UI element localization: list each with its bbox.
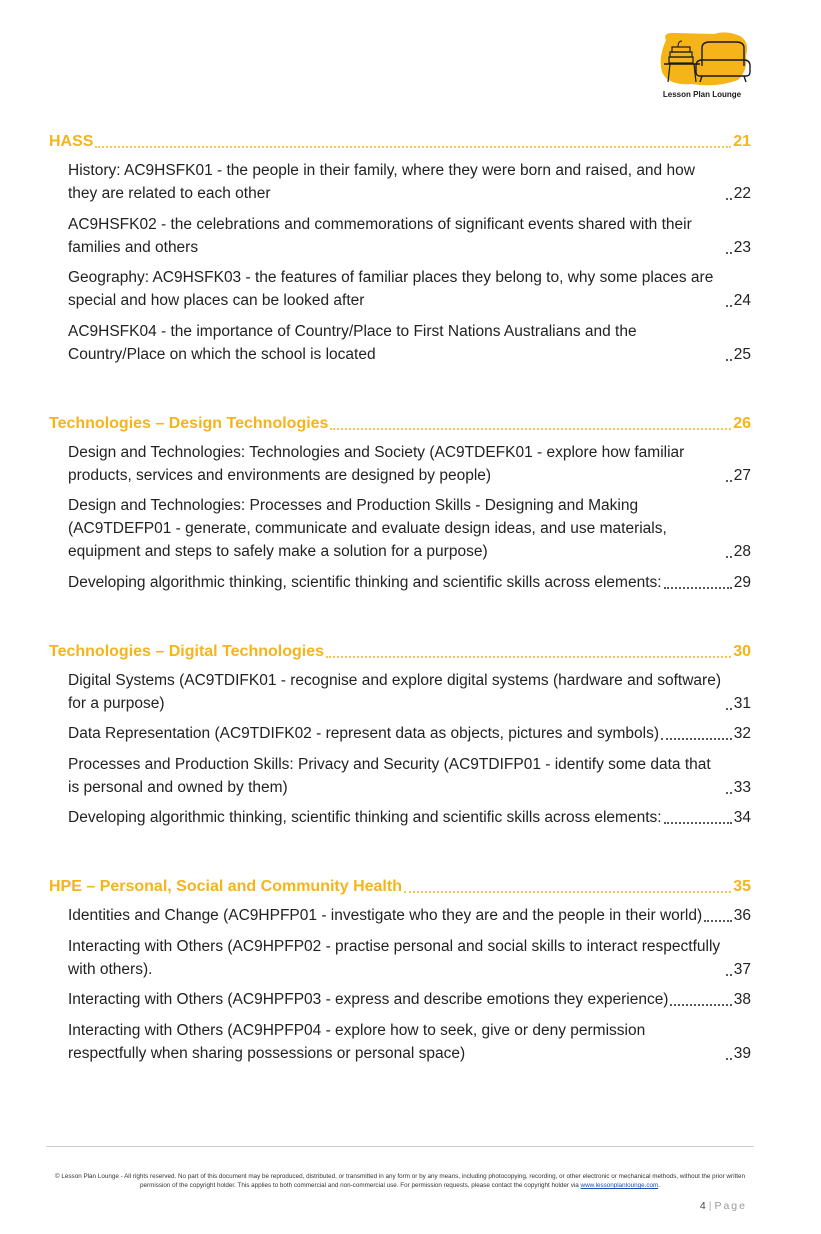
dot-leader <box>726 708 732 710</box>
toc-entry-text: AC9HSFK02 - the celebrations and commemorations of significant events shared with their families and others <box>68 215 692 256</box>
dot-leader <box>661 738 732 740</box>
toc-entry-text: Digital Systems (AC9TDIFK01 - recognise and explore digital systems (hardware and software) for a purpose) <box>68 671 721 712</box>
toc-entry[interactable] <box>49 806 751 829</box>
toc-section-digital-technologies <box>49 640 751 830</box>
toc-entry-text: Data Representation (AC9TDIFK02 - represent data as objects, pictures and symbols) <box>68 725 659 742</box>
logo <box>656 30 752 99</box>
toc-entry-text: Design and Technologies: Technologies and Society (AC9TDEFK01 - explore how familiar products, services and environments are designed by people) <box>68 443 685 484</box>
toc-section-hass <box>49 130 751 366</box>
toc-entry-page: 37 <box>733 960 751 978</box>
toc-entry[interactable] <box>49 1019 751 1065</box>
dot-leader <box>330 428 731 430</box>
toc-entry-page: 29 <box>733 573 751 591</box>
dot-leader <box>726 792 732 794</box>
toc-entry[interactable] <box>49 571 751 594</box>
toc-entry[interactable] <box>49 441 751 487</box>
toc-entry[interactable] <box>49 935 751 981</box>
toc-entry-page: 38 <box>733 991 751 1008</box>
dot-leader <box>326 656 731 658</box>
toc-heading-title: HASS <box>49 133 94 150</box>
toc-heading-title: HPE – Personal, Social and Community Health <box>49 878 402 895</box>
dot-leader <box>95 146 731 148</box>
toc-section-hpe <box>49 875 751 1065</box>
page-number <box>700 1200 747 1212</box>
toc-heading[interactable] <box>49 640 751 663</box>
dot-leader <box>704 920 732 922</box>
toc-entry[interactable] <box>49 904 751 927</box>
toc-entry-text: History: AC9HSFK01 - the people in their family, where they were born and raised, and how they are related to each other <box>68 162 695 202</box>
dot-leader <box>670 1004 731 1006</box>
toc-entry-text: Geography: AC9HSFK03 - the features of familiar places they belong to, why some places are special and how places can be looked after <box>68 269 714 309</box>
toc-entry-text: Developing algorithmic thinking, scientific thinking and scientific skills across elements: <box>68 573 662 591</box>
toc-entry-page: 31 <box>733 694 751 712</box>
page-word: Page <box>714 1200 747 1212</box>
dot-leader <box>726 198 732 200</box>
toc-entry-page: 22 <box>733 185 751 202</box>
website-link[interactable]: www.lessonplanlounge.com <box>580 1182 659 1189</box>
toc-heading-title: Technologies – Digital Technologies <box>49 642 324 660</box>
toc-entry[interactable] <box>49 266 751 312</box>
toc-entry[interactable] <box>49 159 751 205</box>
toc-entry[interactable] <box>49 753 751 799</box>
toc-entry-page: 34 <box>733 809 751 826</box>
toc-entry-text: Processes and Production Skills: Privacy and Security (AC9TDIFP01 - identify some data that is personal and owned by them) <box>68 755 711 796</box>
dot-leader <box>726 305 732 307</box>
dot-leader <box>726 1058 732 1060</box>
dot-leader <box>664 587 732 589</box>
dot-leader <box>726 556 732 558</box>
link-suffix: . <box>658 1182 660 1189</box>
toc-entry-page: 32 <box>733 725 751 742</box>
toc-entry[interactable] <box>49 320 751 366</box>
page-number-value: 4 <box>699 1200 706 1212</box>
toc-entry-text: Design and Technologies: Processes and Production Skills - Designing and Making (AC9TDEFP01 - generate, communicate and evaluate design ideas, and use materials, equipment and steps to safely make a solution for a purpose) <box>68 497 667 560</box>
toc-heading-page: 35 <box>733 878 751 895</box>
toc-entry-page: 23 <box>733 238 751 256</box>
logo-label: Lesson Plan Lounge <box>662 90 742 99</box>
footer-copyright <box>52 1172 748 1190</box>
toc-entry-page: 28 <box>733 543 751 560</box>
toc-heading-page: 26 <box>733 414 751 432</box>
footer-divider <box>46 1146 754 1147</box>
copyright-text: © Lesson Plan Lounge - All rights reserved. No part of this document may be reproduced, distributed, or transmitted in any form or by any means, including photocopying, recording, or other electronic or mechanical methods, without the prior written permission of the copyright holder. This applies to both commercial and non-commercial use. For permission requests, please contact the copyright holder via <box>55 1173 745 1189</box>
toc-heading-page: 30 <box>733 642 751 660</box>
toc-entry-page: 36 <box>733 907 751 924</box>
dot-leader <box>664 822 732 824</box>
toc-entry-page: 24 <box>733 292 751 309</box>
toc-entry-text: Interacting with Others (AC9HPFP04 - explore how to seek, give or deny permission respectfully when sharing possessions or personal space) <box>68 1021 646 1062</box>
dot-leader <box>726 480 732 482</box>
toc-heading-page: 21 <box>733 133 751 150</box>
dot-leader <box>404 891 731 893</box>
toc-entry-page: 27 <box>733 466 751 484</box>
page-separator: | <box>708 1200 712 1212</box>
sofa-logo-icon <box>656 30 752 88</box>
toc-entry[interactable] <box>49 494 751 563</box>
table-of-contents <box>49 130 751 1111</box>
dot-leader <box>726 252 732 254</box>
toc-entry[interactable] <box>49 669 751 715</box>
toc-entry-page: 39 <box>733 1044 751 1062</box>
toc-entry-text: Interacting with Others (AC9HPFP03 - express and describe emotions they experience) <box>68 991 669 1008</box>
toc-heading[interactable] <box>49 412 751 435</box>
toc-heading-title: Technologies – Design Technologies <box>49 414 329 432</box>
toc-entry[interactable] <box>49 722 751 745</box>
dot-leader <box>726 974 732 976</box>
toc-section-design-technologies <box>49 412 751 594</box>
toc-entry-page: 33 <box>733 778 751 796</box>
toc-entry-text: Interacting with Others (AC9HPFP02 - practise personal and social skills to interact respectfully with others). <box>68 937 721 978</box>
toc-entry[interactable] <box>49 988 751 1011</box>
toc-heading[interactable] <box>49 875 751 898</box>
toc-entry-text: AC9HSFK04 - the importance of Country/Place to First Nations Australians and the Country/Place on which the school is located <box>68 322 637 363</box>
toc-entry-page: 25 <box>733 345 751 363</box>
toc-heading[interactable] <box>49 130 751 153</box>
toc-entry-text: Developing algorithmic thinking, scientific thinking and scientific skills across elements: <box>68 809 662 826</box>
toc-entry-text: Identities and Change (AC9HPFP01 - investigate who they are and the people in their world) <box>68 907 703 924</box>
toc-entry[interactable] <box>49 213 751 259</box>
dot-leader <box>726 359 732 361</box>
